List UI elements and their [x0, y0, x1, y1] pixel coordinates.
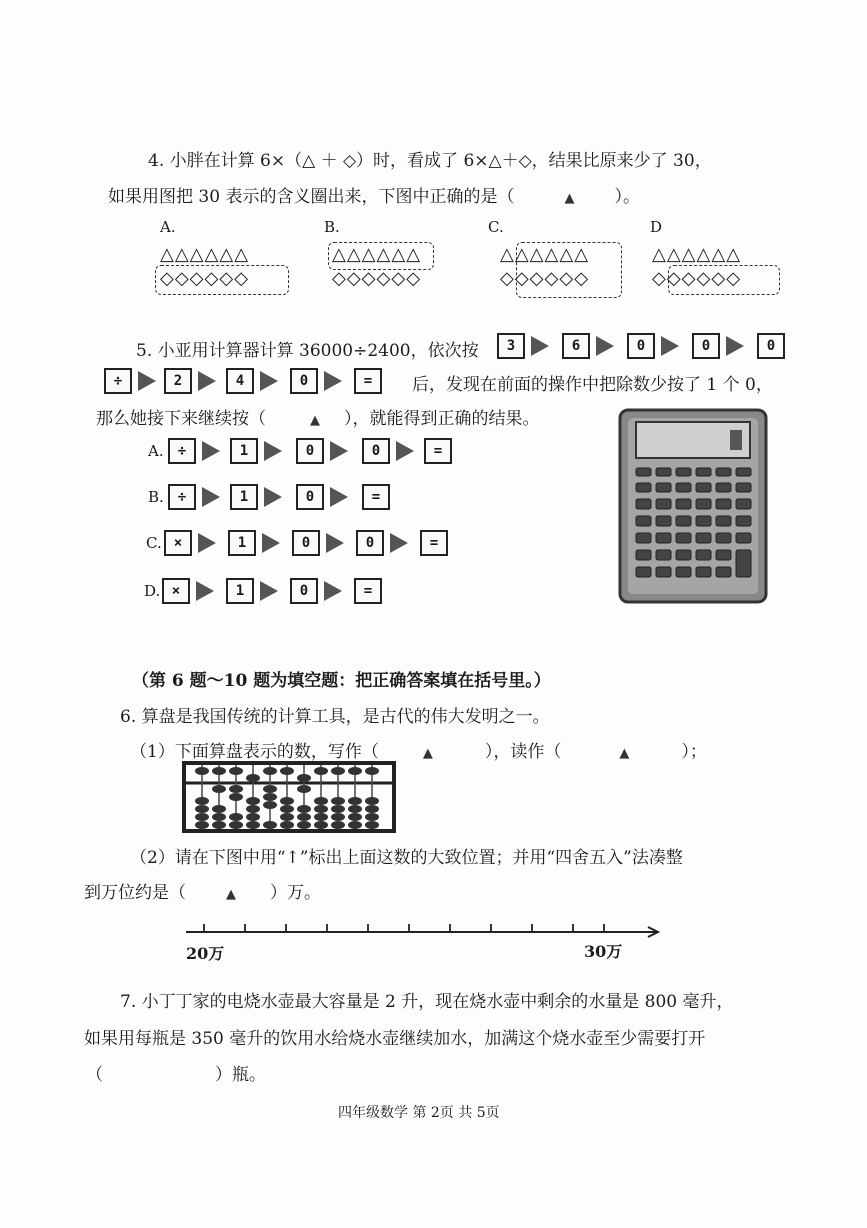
- q4-option-b-triangles: △△△△△△: [332, 244, 422, 265]
- q4-option-b-circle: [328, 242, 434, 270]
- axis-label-right: 30万: [584, 942, 623, 961]
- q5-option-b-label: B.: [148, 488, 164, 506]
- arrow-icon: [726, 336, 744, 356]
- q5-c-key-2: 0: [292, 530, 320, 556]
- q5-a-key-2: 0: [296, 438, 324, 464]
- q7-line1: 7. 小丁丁家的电烧水壶最大容量是 2 升，现在烧水壶中剩余的水量是 800 毫升，: [120, 992, 734, 1012]
- q4-option-a-diamonds: ◇◇◇◇◇◇: [160, 268, 250, 289]
- q5-d-key-2: 0: [290, 578, 318, 604]
- section-note: （第 6 题～10 题为填空题：把正确答案填在括号里。）: [132, 671, 551, 691]
- arrow-icon: [202, 441, 220, 461]
- q6-sub2-line1: （2）请在下图中用“↑”标出上面这数的大致位置；并用“四舍五入”法凑整: [130, 848, 683, 868]
- q5-option-a-label: A.: [148, 442, 164, 460]
- arrow-icon: [202, 487, 220, 507]
- q5-a-key-1: 1: [230, 438, 258, 464]
- q4-option-a-circle: [155, 265, 289, 295]
- q5-d-key-0: ×: [162, 578, 190, 604]
- q5-b-key-3: =: [362, 484, 390, 510]
- q4-option-c-diamonds: ◇◇◇◇◇◇: [500, 268, 590, 289]
- key-row2-0: ÷: [104, 368, 132, 394]
- q4-option-d-label: D: [650, 218, 663, 236]
- q4-option-a-label: A.: [160, 218, 176, 236]
- q6-sub1-end: ）；: [681, 742, 707, 762]
- arrow-icon: [326, 533, 344, 553]
- arrow-icon: [198, 371, 216, 391]
- q4-line2-text: 如果用图把 30 表示的含义圈出来，下图中正确的是（: [108, 187, 515, 207]
- q4-option-d-diamonds: ◇◇◇◇◇◇: [652, 268, 742, 289]
- arrow-icon: [324, 581, 342, 601]
- answer-blank-triangle: ▲: [619, 746, 630, 761]
- key-row2-3: 0: [290, 368, 318, 394]
- q5-line3-end: ），就能得到正确的结果。: [344, 409, 540, 429]
- key-row1-4: 0: [757, 333, 785, 359]
- calculator-icon: [618, 408, 768, 604]
- q5-c-key-0: ×: [164, 530, 192, 556]
- q4-option-c-triangles: △△△△△△: [500, 244, 590, 265]
- arrow-icon: [396, 441, 414, 461]
- arrow-icon: [260, 371, 278, 391]
- q5-b-key-0: ÷: [168, 484, 196, 510]
- arrow-icon: [324, 371, 342, 391]
- q5-line1: 5. 小亚用计算器计算 36000÷2400，依次按: [136, 341, 479, 361]
- arrow-icon: [264, 487, 282, 507]
- arrow-icon: [138, 371, 156, 391]
- q4-option-b-diamonds: ◇◇◇◇◇◇: [332, 268, 422, 289]
- key-row2-4: =: [354, 368, 382, 394]
- arrow-icon: [390, 533, 408, 553]
- q7-line3-open: （: [86, 1065, 103, 1085]
- q4-option-c-circle: [516, 242, 622, 298]
- answer-blank-triangle: ▲: [310, 413, 320, 428]
- q4-option-d-triangles: △△△△△△: [652, 244, 742, 265]
- q5-line3: [96, 404, 540, 429]
- q4-option-b-label: B.: [324, 218, 340, 236]
- q5-option-c-label: C.: [146, 534, 162, 552]
- arrow-icon: [330, 441, 348, 461]
- q7-line2: 如果用每瓶是 350 毫升的饮用水给烧水壶继续加水，加满这个烧水壶至少需要打开: [84, 1029, 706, 1049]
- q5-d-key-3: =: [354, 578, 382, 604]
- key-row2-1: 2: [164, 368, 192, 394]
- q5-c-key-1: 1: [228, 530, 256, 556]
- q5-line2: 后，发现在前面的操作中把除数少按了 1 个 0，: [412, 375, 773, 395]
- answer-blank-triangle: ▲: [564, 191, 575, 206]
- arrow-icon: [661, 336, 679, 356]
- q6-sub1: [130, 737, 707, 762]
- q6-sub1-read: ），读作（: [484, 742, 562, 762]
- key-row1-1: 6: [562, 333, 590, 359]
- arrow-icon: [531, 336, 549, 356]
- q6-sub2-line2: [84, 878, 321, 903]
- q5-d-key-1: 1: [226, 578, 254, 604]
- q6-line1: 6. 算盘是我国传统的计算工具，是古代的伟大发明之一。: [120, 707, 550, 727]
- answer-blank-triangle: ▲: [422, 746, 433, 761]
- answer-blank-triangle: ▲: [226, 887, 236, 902]
- key-row2-2: 4: [226, 368, 254, 394]
- arrow-icon: [196, 581, 214, 601]
- q6-sub1-text: （1）下面算盘表示的数，写作（: [130, 742, 379, 762]
- q5-c-key-3: 0: [356, 530, 384, 556]
- q4-option-d-circle: [668, 265, 780, 295]
- arrow-icon: [260, 581, 278, 601]
- key-row1-2: 0: [627, 333, 655, 359]
- key-row1-0: 3: [497, 333, 525, 359]
- arrow-icon: [262, 533, 280, 553]
- page-footer: 四年级数学 第 2页 共 5页: [338, 1105, 500, 1121]
- q6-sub2-end: ）万。: [270, 883, 321, 903]
- q5-b-key-2: 0: [296, 484, 324, 510]
- q7-line3: [86, 1060, 266, 1085]
- abacus-icon: [182, 761, 396, 833]
- q4-line1: 4. 小胖在计算 6×（△ ＋ ◇）时，看成了 6×△＋◇，结果比原来少了 30，: [148, 151, 712, 171]
- q4-line2: [108, 182, 640, 207]
- arrow-icon: [264, 441, 282, 461]
- q7-line3-end: ）瓶。: [215, 1065, 266, 1085]
- q5-a-key-4: =: [424, 438, 452, 464]
- q4-line2-end: ）。: [614, 187, 640, 207]
- arrow-icon: [330, 487, 348, 507]
- q5-a-key-3: 0: [362, 438, 390, 464]
- q5-a-key-0: ÷: [168, 438, 196, 464]
- axis-label-left: 20万: [186, 944, 225, 963]
- q5-option-d-label: D.: [144, 582, 161, 600]
- q5-b-key-1: 1: [230, 484, 258, 510]
- q4-option-c-label: C.: [488, 218, 504, 236]
- arrow-icon: [198, 533, 216, 553]
- q5-c-key-4: =: [420, 530, 448, 556]
- q4-option-a-triangles: △△△△△△: [160, 244, 250, 265]
- q6-sub2-text: 到万位约是（: [84, 883, 186, 903]
- arrow-icon: [596, 336, 614, 356]
- key-row1-3: 0: [692, 333, 720, 359]
- q5-line3-text: 那么她接下来继续按（: [96, 409, 266, 429]
